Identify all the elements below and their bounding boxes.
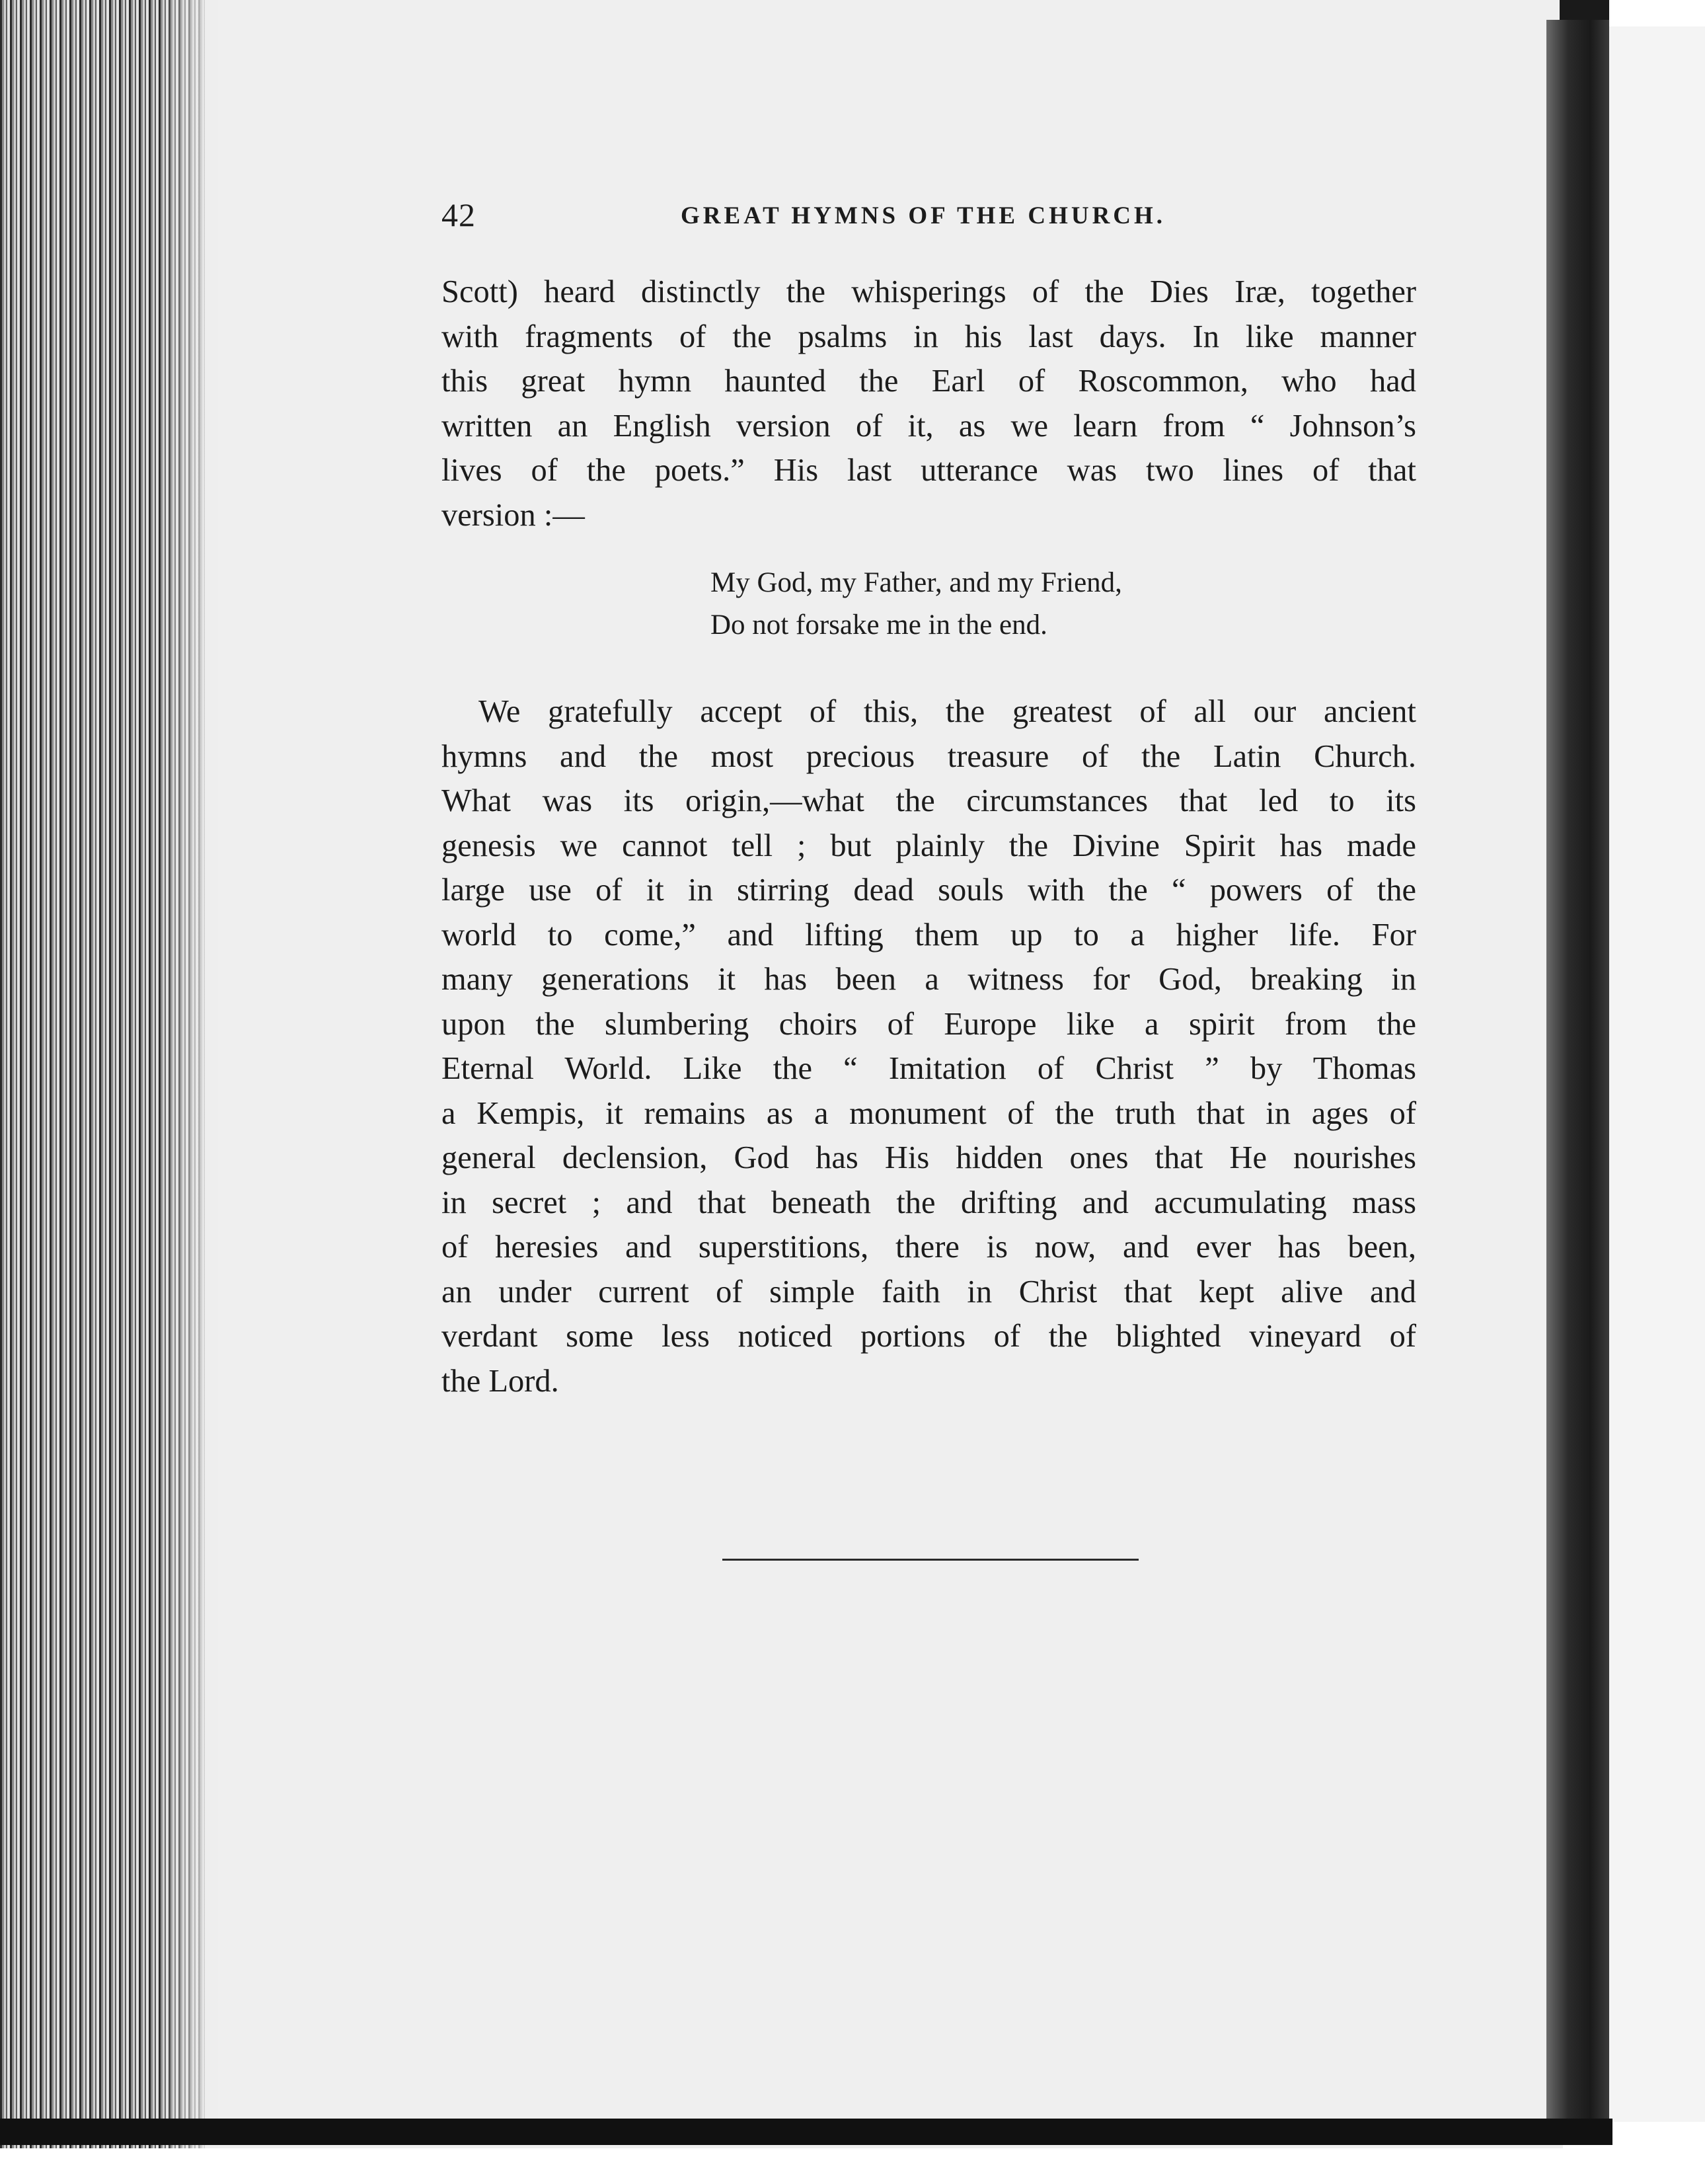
paragraph-1	[441, 270, 1416, 537]
text-line: upon the slumbering choirs of Europe like a spirit from the	[441, 1006, 1416, 1042]
running-head: GREAT HYMNS OF THE CHURCH.	[681, 202, 1166, 229]
end-rule	[722, 1559, 1139, 1561]
page-number: 42	[441, 196, 476, 233]
text-line: hymns and the most precious treasure of the Latin Church.	[441, 738, 1416, 774]
text-line: verdant some less noticed portions of the blighted vineyard of	[441, 1319, 1416, 1354]
verse-quote	[710, 562, 1122, 646]
paragraph-2	[441, 689, 1416, 1403]
text-line: a Kempis, it remains as a monument of the truth that in ages of	[441, 1095, 1416, 1131]
book-spine	[1546, 20, 1609, 2122]
text-line: written an English version of it, as we learn from “ Johnson’s	[441, 408, 1416, 444]
text-line: version :—	[441, 497, 585, 533]
verse-line: Do not forsake me in the end.	[710, 609, 1047, 641]
facing-page-edge	[1609, 26, 1705, 2122]
text-line: an under current of simple faith in Christ that kept alive and	[441, 1274, 1416, 1309]
text-line: many generations it has been a witness for God, breaking in	[441, 962, 1416, 997]
verse-line: My God, my Father, and my Friend,	[710, 567, 1122, 598]
text-line: Scott) heard distinctly the whisperings of the Dies Iræ, together	[441, 274, 1416, 309]
text-line: What was its origin,—what the circumstances that led to its	[441, 783, 1416, 818]
text-line: in secret ; and that beneath the drifting and accumulating mass	[441, 1185, 1416, 1220]
text-line: We gratefully accept of this, the greatest of all our ancient	[478, 694, 1416, 729]
text-line: with fragments of the psalms in his last days. In like manner	[441, 319, 1416, 354]
text-line: lives of the poets.” His last utterance was two lines of that	[441, 453, 1416, 488]
text-line: genesis we cannot tell ; but plainly the Divine Spirit has made	[441, 828, 1416, 863]
text-line: of heresies and superstitions, there is now, and ever has been,	[441, 1229, 1416, 1265]
bottom-edge	[0, 2119, 1612, 2145]
text-line: general declension, God has His hidden ones that He nourishes	[441, 1140, 1416, 1175]
text-line: world to come,” and lifting them up to a higher life. For	[441, 917, 1416, 953]
text-line: Eternal World. Like the “ Imitation of Christ ” by Thomas	[441, 1051, 1416, 1086]
text-line: the Lord.	[441, 1363, 559, 1399]
text-line: large use of it in stirring dead souls with the “ powers of the	[441, 873, 1416, 908]
text-line: this great hymn haunted the Earl of Roscommon, who had	[441, 364, 1416, 399]
page-edge-shadow	[159, 0, 218, 2148]
